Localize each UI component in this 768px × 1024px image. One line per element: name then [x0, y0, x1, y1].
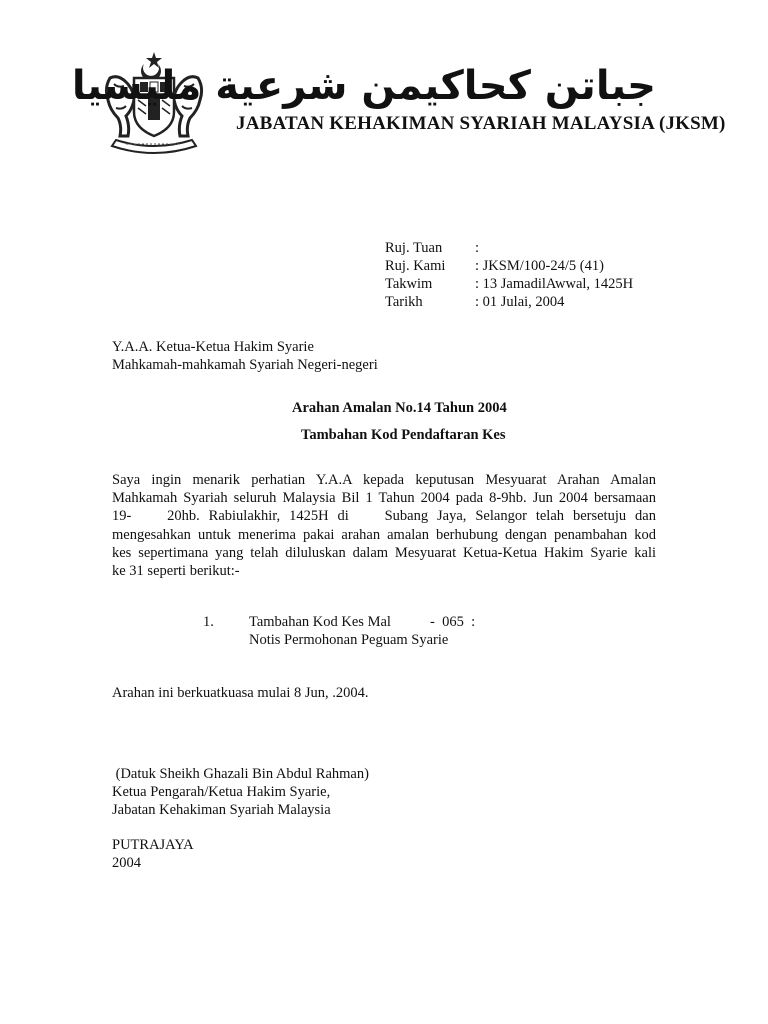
paragraph-line: ke 31 seperti berikut:- [112, 563, 240, 580]
year: 2004 [112, 855, 141, 871]
ref-value: : 13 JamadilAwwal, 1425H [475, 276, 634, 292]
list-item-description: Notis Permohonan Peguam Syarie [249, 632, 449, 648]
ref-label: Ruj. Kami [385, 258, 446, 274]
ref-value: : [475, 240, 480, 256]
ref-label: Ruj. Tuan [385, 240, 443, 256]
ref-label: Tarikh [385, 294, 423, 310]
list-item-number: 1. [203, 614, 214, 630]
ref-label: Takwim [385, 276, 433, 292]
arabic-department-title: جباتن كحاكيمن شرعية مليسيا [71, 63, 656, 109]
signatory-position: Ketua Pengarah/Ketua Hakim Syarie, [112, 784, 331, 800]
document-subtitle: Tambahan Kod Pendaftaran Kes [301, 427, 506, 443]
paragraph-line: Saya ingin menarik perhatian Y.A.A kepada keputusan Mesyuarat Arahan Amalan [112, 472, 656, 488]
body-paragraph [112, 471, 656, 580]
paragraph-line: mengesahkan untuk menerima pakai arahan amalan berhubung dengan penambahan kod [112, 526, 656, 543]
paragraph-line: Mahkamah Syariah seluruh Malaysia Bil 1 Tahun 2004 pada 8-9hb. Jun 2004 bersamaan [112, 490, 656, 507]
department-name: JABATAN KEHAKIMAN SYARIAH MALAYSIA (JKSM) [236, 113, 726, 134]
effective-note: Arahan ini berkuatkuasa mulai 8 Jun, .2004. [112, 685, 369, 701]
signatory-organization: Jabatan Kehakiman Syariah Malaysia [112, 802, 331, 818]
ref-value: : JKSM/100-24/5 (41) [475, 258, 604, 274]
paragraph-line: kes sepertimana yang telah diluluskan dalam Mesyuarat Ketua-Ketua Hakim Syarie kali [112, 544, 656, 561]
recipient-line-2: Mahkamah-mahkamah Syariah Negeri-negeri [112, 357, 378, 373]
place: PUTRAJAYA [112, 837, 194, 853]
signatory-name: (Datuk Sheikh Ghazali Bin Abdul Rahman) [112, 766, 369, 782]
recipient-line-1: Y.A.A. Ketua-Ketua Hakim Syarie [112, 339, 314, 355]
paragraph-line: 19- 20hb. Rabiulakhir, 1425H di Subang Jaya, Selangor telah bersetuju dan [112, 508, 656, 525]
list-item-code: - 065 : [430, 614, 476, 630]
document-title: Arahan Amalan No.14 Tahun 2004 [292, 400, 507, 416]
ref-value: : 01 Julai, 2004 [475, 294, 565, 310]
list-item-text: Tambahan Kod Kes Mal [249, 614, 391, 630]
